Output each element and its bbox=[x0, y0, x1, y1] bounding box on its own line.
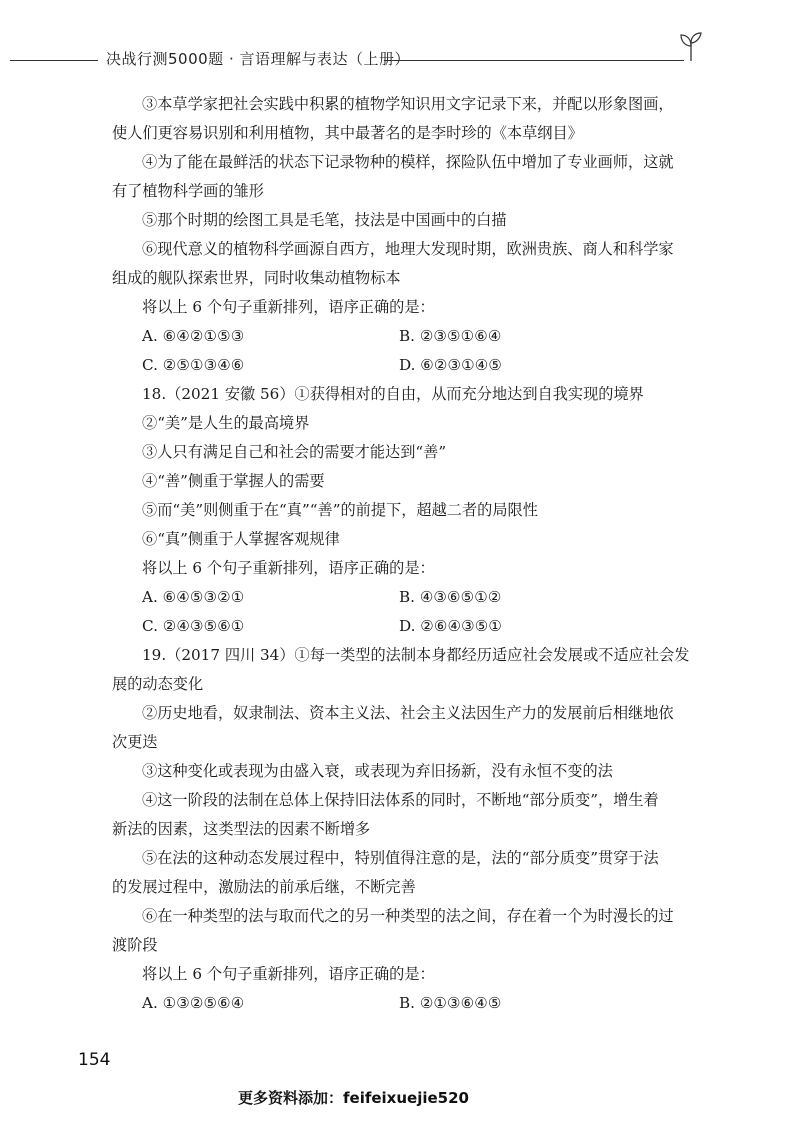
text-line: ⑥现代意义的植物科学画源自西方，地理大发现时期，欧洲贵族、商人和科学家 bbox=[142, 240, 674, 258]
answer-options-row bbox=[112, 583, 702, 612]
text-line: 展的动态变化 bbox=[112, 675, 204, 693]
answer-option: D. ②⑥④③⑤① bbox=[399, 617, 502, 635]
text-line: ③本草学家把社会实践中积累的植物学知识用文字记录下来，并配以形象图画， bbox=[142, 95, 674, 113]
answer-options-row bbox=[112, 351, 702, 380]
answer-option: A. ①③②⑤⑥④ bbox=[142, 994, 245, 1012]
text-line: ④为了能在最鲜活的状态下记录物种的模样，探险队伍中增加了专业画师，这就 bbox=[142, 153, 674, 171]
text-line: 18.（2021 安徽 56）①获得相对的自由，从而充分地达到自我实现的境界 bbox=[142, 385, 644, 403]
answer-option: C. ②④③⑤⑥① bbox=[142, 617, 245, 635]
text-line: 的发展过程中，激励法的前承后继，不断完善 bbox=[112, 878, 416, 896]
text-line: 将以上 6 个句子重新排列，语序正确的是： bbox=[142, 559, 435, 577]
text-line: 有了植物科学画的雏形 bbox=[112, 182, 264, 200]
answer-option: B. ②③⑤①⑥④ bbox=[399, 327, 502, 345]
page-number: 154 bbox=[78, 1050, 111, 1070]
text-line: ⑤在法的这种动态发展过程中，特别值得注意的是，法的“部分质变”贯穿于法 bbox=[142, 849, 659, 867]
answer-options-row bbox=[112, 322, 702, 351]
text-line: ③这种变化或表现为由盛入衰，或表现为弃旧扬新，没有永恒不变的法 bbox=[142, 762, 613, 780]
answer-option: A. ⑥④②①⑤③ bbox=[142, 327, 245, 345]
text-line: ⑤而“美”则侧重于在“真”“善”的前提下，超越二者的局限性 bbox=[142, 501, 538, 519]
header-rule-left bbox=[10, 60, 98, 61]
text-line: ④这一阶段的法制在总体上保持旧法体系的同时，不断地“部分质变”，增生着 bbox=[142, 791, 659, 809]
text-line: ⑥“真”侧重于人掌握客观规律 bbox=[142, 530, 340, 548]
text-line: ②“美”是人生的最高境界 bbox=[142, 414, 310, 432]
sprout-icon bbox=[678, 30, 704, 62]
text-line: ⑤那个时期的绘图工具是毛笔，技法是中国画中的白描 bbox=[142, 211, 507, 229]
footer-note: 更多资料添加：feifeixuejie520 bbox=[238, 1089, 469, 1107]
question-content bbox=[112, 90, 702, 1018]
text-line: 将以上 6 个句子重新排列，语序正确的是： bbox=[142, 298, 435, 316]
header-title: 决战行测5000题 · 言语理解与表达（上册） bbox=[106, 50, 410, 68]
answer-option: B. ②①③⑥④⑤ bbox=[399, 994, 502, 1012]
answer-option: D. ⑥②③①④⑤ bbox=[399, 356, 502, 374]
text-line: 新法的因素，这类型法的因素不断增多 bbox=[112, 820, 371, 838]
text-line: ⑥在一种类型的法与取而代之的另一种类型的法之间，存在着一个为时漫长的过 bbox=[142, 907, 674, 925]
text-line: ②历史地看，奴隶制法、资本主义法、社会主义法因生产力的发展前后相继地依 bbox=[142, 704, 674, 722]
answer-option: C. ②⑤①③④⑥ bbox=[142, 356, 245, 374]
text-line: ③人只有满足自己和社会的需要才能达到“善” bbox=[142, 443, 447, 461]
text-line: 使人们更容易识别和利用植物，其中最著名的是李时珍的《本草纲目》 bbox=[112, 124, 583, 142]
text-line: ④“善”侧重于掌握人的需要 bbox=[142, 472, 325, 490]
text-line: 组成的舰队探索世界，同时收集动植物标本 bbox=[112, 269, 401, 287]
text-line: 次更迭 bbox=[112, 733, 158, 751]
text-line: 渡阶段 bbox=[112, 936, 158, 954]
answer-options-row bbox=[112, 612, 702, 641]
answer-options-row bbox=[112, 989, 702, 1018]
text-line: 将以上 6 个句子重新排列，语序正确的是： bbox=[142, 965, 435, 983]
text-line: 19.（2017 四川 34）①每一类型的法制本身都经历适应社会发展或不适应社会发 bbox=[142, 646, 690, 664]
header-rule-right bbox=[384, 60, 684, 61]
answer-option: A. ⑥④⑤③②① bbox=[142, 588, 245, 606]
page-header bbox=[0, 44, 800, 74]
answer-option: B. ④③⑥⑤①② bbox=[399, 588, 502, 606]
